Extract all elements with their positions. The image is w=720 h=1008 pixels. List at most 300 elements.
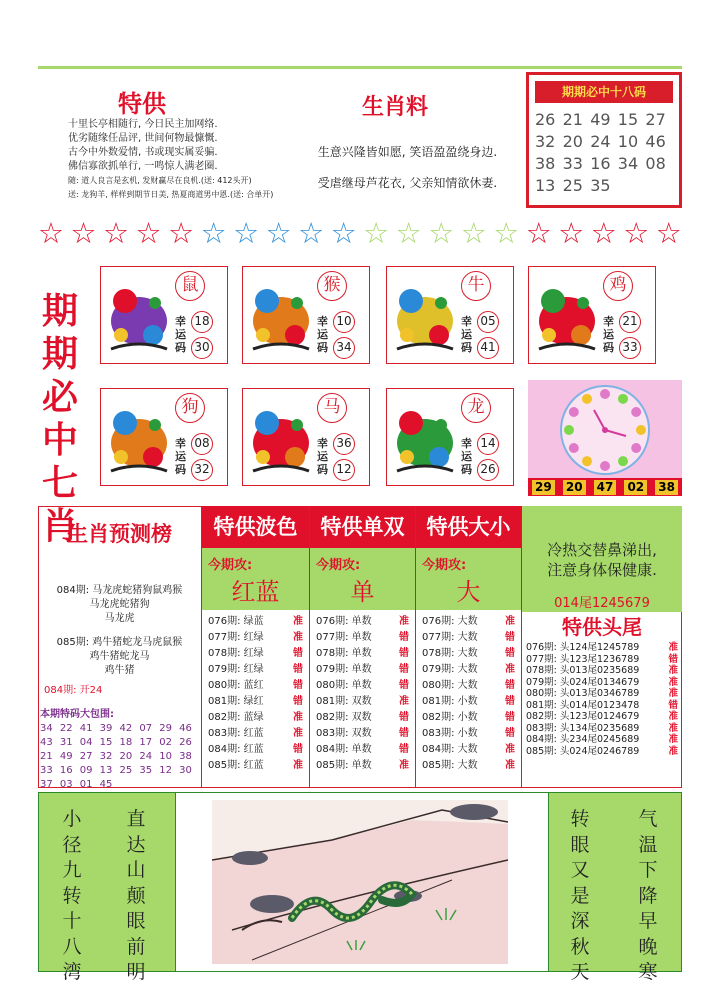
lucky-label: 幸运码 <box>461 315 472 354</box>
clock-number: 20 <box>563 480 586 495</box>
pack-number: 16 <box>59 765 73 776</box>
star-row <box>38 216 682 250</box>
pack-number: 04 <box>79 737 93 748</box>
history-text: 083期: 红蓝 <box>208 728 264 739</box>
ranking-line: 085期: 鸡牛猪蛇龙马虎鼠猴 <box>56 637 183 648</box>
tail-text: 084期: 头234尾0245689 <box>526 734 640 745</box>
ranking-line: 马龙虎 <box>104 613 135 624</box>
tail-text: 077期: 头123尾1236789 <box>526 653 640 665</box>
pack-number: 22 <box>59 723 73 734</box>
poem-line: 十里长亭相随行, 今日民主加网络. <box>68 119 218 130</box>
zodiac-papercut-icon <box>245 395 317 481</box>
poem-column: 小 径 九 转 十 八 湾 <box>62 808 82 983</box>
tail-row <box>522 723 682 735</box>
pack-number: 49 <box>59 751 73 762</box>
history-row <box>310 742 415 758</box>
history-row <box>310 662 415 678</box>
tail-text: 076期: 头124尾1245789 <box>526 642 640 653</box>
clock-dot <box>582 394 592 404</box>
zodiac-name: 龙 <box>461 393 491 423</box>
zodiac-name: 鸡 <box>603 271 633 301</box>
history-mark: 错 <box>399 680 409 691</box>
zodiac-name: 狗 <box>175 393 205 423</box>
clock-number: 02 <box>624 480 647 495</box>
clock-dot <box>636 425 646 435</box>
slogan-line: 冷热交替鼻涕出, <box>547 541 657 559</box>
clock-dot <box>569 407 579 417</box>
ranking-line: 084期: 马龙虎蛇猪狗鼠鸡猴 <box>56 585 183 596</box>
poem-line: 优劣随缘任品评, 世间何物最慷慨. <box>68 133 218 144</box>
history-row <box>202 694 309 710</box>
tail-line: 014尾1245679 <box>554 596 650 611</box>
attack-panel <box>416 548 521 610</box>
pack-number: 32 <box>99 751 113 762</box>
number-cell: 13 <box>535 176 556 195</box>
history-text: 076期: 大数 <box>422 616 478 627</box>
history-text: 081期: 小数 <box>422 696 478 707</box>
history-row <box>202 646 309 662</box>
poem-note: 随: 道人良言是玄机, 发财赢尽在良机.(送: 412头开) <box>68 176 252 185</box>
title-char: 肖 <box>41 506 78 547</box>
tail-mark: 准 <box>668 734 678 745</box>
history-mark: 错 <box>293 648 303 659</box>
ranking-title: 生肖预测榜 <box>67 522 172 546</box>
number-cell: 27 <box>645 110 666 129</box>
history-mark: 错 <box>293 744 303 755</box>
history-row <box>416 646 521 662</box>
star-icon: ☆ <box>330 216 357 250</box>
title-char: 七 <box>41 463 78 504</box>
pack-number: 37 <box>40 779 53 790</box>
tail-text: 079期: 头024尾0134679 <box>526 676 640 688</box>
ranking-line: 马龙虎蛇猪狗 <box>89 599 150 610</box>
history-text: 079期: 红绿 <box>208 664 264 675</box>
eighteen-title: 期期必中十八码 <box>535 81 673 103</box>
lucky-label: 幸运码 <box>175 315 186 354</box>
history-text: 081期: 绿红 <box>208 696 264 707</box>
history-mark: 准 <box>293 712 303 723</box>
pack-number: 29 <box>159 723 172 734</box>
tail-mark: 准 <box>668 711 678 722</box>
history-row <box>310 614 415 630</box>
shengxiao-title: 生肖料 <box>362 95 429 120</box>
zodiac-papercut-icon <box>389 395 461 481</box>
number-cell: 21 <box>562 110 583 129</box>
snake-landscape-image <box>212 800 508 964</box>
history-mark: 错 <box>399 712 409 723</box>
history-row <box>310 678 415 694</box>
attack-value: 红蓝 <box>231 578 280 606</box>
tail-title: 特供头尾 <box>562 615 642 639</box>
tail-text: 081期: 头014尾0123478 <box>526 699 640 711</box>
lucky-number: 41 <box>477 337 499 359</box>
pack-number: 27 <box>79 751 93 762</box>
title-char: 中 <box>41 420 78 461</box>
pack-number: 07 <box>139 723 153 734</box>
zodiac-card <box>242 388 370 486</box>
pack-number: 18 <box>119 737 133 748</box>
star-icon: ☆ <box>428 216 455 250</box>
history-mark: 错 <box>505 680 515 691</box>
history-mark: 错 <box>293 696 303 707</box>
tail-row <box>522 700 682 712</box>
column-title: 特供波色 <box>202 506 309 548</box>
history-mark: 错 <box>505 648 515 659</box>
pack-number: 33 <box>40 765 53 776</box>
tail-mark: 错 <box>668 699 678 711</box>
special-poem <box>68 118 298 202</box>
number-cell: 26 <box>535 110 556 129</box>
pack-number: 42 <box>119 723 133 734</box>
star-icon: ☆ <box>623 216 650 250</box>
history-row <box>202 742 309 758</box>
attack-panel <box>202 548 309 610</box>
history-row <box>416 678 521 694</box>
pack-number: 12 <box>159 765 172 776</box>
poem-column: 转 眼 又 是 深 秋 天 <box>570 808 590 983</box>
tail-text: 083期: 头134尾0235689 <box>526 722 640 734</box>
star-icon: ☆ <box>298 216 325 250</box>
bottom-right-poem <box>548 792 682 983</box>
lucky-number: 10 <box>333 311 355 333</box>
history-text: 078期: 大数 <box>422 648 478 659</box>
history-row <box>310 646 415 662</box>
clock-dot <box>564 425 574 435</box>
clock-dot <box>569 443 579 453</box>
history-text: 078期: 单数 <box>316 648 372 659</box>
star-icon: ☆ <box>233 216 260 250</box>
tail-mark: 错 <box>668 653 678 665</box>
zodiac-card <box>386 266 514 364</box>
poem-note: 送: 龙狗羊, 样样到期节日美, 热夏商道男中恩.(送: 合单开) <box>68 190 274 199</box>
lucky-label: 幸运码 <box>461 437 472 476</box>
attack-panel <box>310 548 415 610</box>
attack-value: 大 <box>456 578 481 606</box>
history-text: 077期: 单数 <box>316 632 372 643</box>
history-row <box>310 758 415 774</box>
history-text: 081期: 双数 <box>316 696 372 707</box>
pack-number: 26 <box>179 737 192 748</box>
star-icon: ☆ <box>590 216 617 250</box>
lucky-number: 18 <box>191 311 213 333</box>
clock-dot <box>582 456 592 466</box>
star-icon: ☆ <box>655 216 682 250</box>
history-row <box>416 726 521 742</box>
tail-mark: 准 <box>668 676 678 688</box>
tail-slogan-panel <box>522 506 682 612</box>
history-mark: 准 <box>399 696 409 707</box>
zodiac-card <box>528 266 656 364</box>
history-row <box>202 710 309 726</box>
tail-row <box>522 654 682 666</box>
pack-number: 43 <box>40 737 53 748</box>
lucky-number: 33 <box>619 337 641 359</box>
ranking-column <box>38 506 202 788</box>
history-mark: 错 <box>399 728 409 739</box>
history-row <box>310 694 415 710</box>
clock-dot <box>600 389 610 399</box>
poem-line: 古今中外数爱情, 书或现实属妥骗. <box>68 147 218 158</box>
history-mark: 准 <box>505 664 515 675</box>
number-cell: 49 <box>590 110 611 129</box>
pack-number: 31 <box>59 737 73 748</box>
zodiac-papercut-icon <box>103 395 175 481</box>
pack-number: 25 <box>119 765 133 776</box>
pack-number: 38 <box>179 751 192 762</box>
ranking-line: 鸡牛猪 <box>104 665 135 676</box>
history-row <box>416 710 521 726</box>
tail-column <box>522 506 682 788</box>
tail-text: 078期: 头013尾0235689 <box>526 665 640 676</box>
star-icon: ☆ <box>38 216 64 250</box>
pack-number: 24 <box>139 751 153 762</box>
lucky-number: 21 <box>619 311 641 333</box>
lucky-label: 幸运码 <box>317 437 328 476</box>
pack-number: 10 <box>159 751 172 762</box>
history-row <box>416 742 521 758</box>
history-row <box>416 662 521 678</box>
history-text: 084期: 单数 <box>316 744 372 755</box>
tail-row <box>522 734 682 746</box>
pack-number: 01 <box>79 779 93 790</box>
zodiac-card <box>386 388 514 486</box>
zodiac-name: 猴 <box>317 271 347 301</box>
history-text: 077期: 大数 <box>422 632 478 643</box>
number-cell: 32 <box>535 132 556 151</box>
tail-mark: 准 <box>668 688 678 699</box>
history-text: 083期: 双数 <box>316 728 372 739</box>
history-text: 079期: 大数 <box>422 664 478 675</box>
lucky-number: 05 <box>477 311 499 333</box>
lucky-number: 14 <box>477 433 499 455</box>
special-title: 特供 <box>118 90 166 118</box>
attack-label: 今期攻: <box>422 558 467 573</box>
zodiac-papercut-icon <box>245 273 317 359</box>
title-char: 必 <box>41 377 78 418</box>
history-row <box>202 726 309 742</box>
history-text: 078期: 红绿 <box>208 648 264 659</box>
history-text: 085期: 单数 <box>316 760 372 771</box>
shengxiao-line: 生意兴隆皆如愿, 笑语盈盈绕身边. <box>317 145 498 159</box>
history-text: 076期: 绿蓝 <box>208 616 264 627</box>
lucky-number: 34 <box>333 337 355 359</box>
tail-text: 085期: 头024尾0246789 <box>526 745 640 757</box>
column-title: 特供大小 <box>416 506 521 548</box>
history-mark: 准 <box>505 760 515 771</box>
history-row <box>202 758 309 774</box>
number-cell: 20 <box>562 132 583 151</box>
pack-numbers <box>38 722 201 792</box>
history-row <box>202 678 309 694</box>
clock-number: 47 <box>594 480 617 495</box>
history-text: 077期: 红绿 <box>208 632 264 643</box>
star-icon: ☆ <box>265 216 292 250</box>
tail-row <box>522 642 682 654</box>
zodiac-card <box>100 266 228 364</box>
star-icon: ☆ <box>525 216 552 250</box>
history-row <box>416 694 521 710</box>
tail-row <box>522 711 682 723</box>
history-text: 085期: 大数 <box>422 760 478 771</box>
history-mark: 错 <box>293 664 303 675</box>
tail-mark: 准 <box>668 642 678 653</box>
zodiac-name: 牛 <box>461 271 491 301</box>
pack-number: 09 <box>79 765 93 776</box>
zodiac-papercut-icon <box>103 273 175 359</box>
history-text: 076期: 单数 <box>316 616 372 627</box>
star-icon: ☆ <box>70 216 97 250</box>
clock-icon <box>528 380 682 480</box>
lucky-number: 36 <box>333 433 355 455</box>
lucky-number: 26 <box>477 459 499 481</box>
history-text: 079期: 单数 <box>316 664 372 675</box>
history-text: 080期: 蓝红 <box>208 680 264 691</box>
tail-mark: 准 <box>668 745 678 757</box>
pack-number: 13 <box>99 765 113 776</box>
history-text: 085期: 红蓝 <box>208 760 264 771</box>
history-mark: 错 <box>505 632 515 643</box>
number-cell: 25 <box>562 176 583 195</box>
star-icon: ☆ <box>168 216 195 250</box>
history-row <box>310 630 415 646</box>
tail-mark: 准 <box>668 722 678 734</box>
pack-number: 41 <box>79 723 93 734</box>
zodiac-papercut-icon <box>389 273 461 359</box>
lucky-label: 幸运码 <box>175 437 186 476</box>
bigsmall-column <box>416 506 522 788</box>
attack-label: 今期攻: <box>316 558 361 573</box>
star-icon: ☆ <box>460 216 487 250</box>
history-mark: 错 <box>293 680 303 691</box>
eighteen-numbers-box <box>526 72 682 208</box>
history-mark: 准 <box>293 616 303 627</box>
history-mark: 错 <box>399 632 409 643</box>
history-mark: 准 <box>505 744 515 755</box>
poem-column: 直 达 山 颠 眼 前 明 <box>126 808 146 983</box>
history-row <box>310 710 415 726</box>
history-row <box>310 726 415 742</box>
wave-column <box>202 506 310 788</box>
clock-number: 38 <box>655 480 678 495</box>
number-cell: 46 <box>645 132 666 151</box>
lucky-number: 32 <box>191 459 213 481</box>
ranking-line: 鸡牛猪蛇龙马 <box>89 651 150 662</box>
tail-rows <box>522 642 682 757</box>
history-mark: 错 <box>505 728 515 739</box>
history-mark: 准 <box>505 616 515 627</box>
star-icon: ☆ <box>135 216 162 250</box>
number-cell: 24 <box>590 132 611 151</box>
clock-dot <box>618 456 628 466</box>
number-cell: 16 <box>590 154 611 173</box>
history-mark: 准 <box>293 760 303 771</box>
clock-numbers <box>528 478 682 496</box>
history-mark: 准 <box>293 728 303 739</box>
ranking-result: 084期: 开24 <box>44 685 103 696</box>
shengxiao-line: 受虐继母芦花衣, 父亲知情欲休妻. <box>317 176 498 190</box>
lucky-label: 幸运码 <box>317 315 328 354</box>
pack-number: 45 <box>99 779 113 790</box>
star-icon: ☆ <box>103 216 130 250</box>
pack-number: 35 <box>139 765 153 776</box>
tail-row <box>522 746 682 758</box>
history-mark: 准 <box>293 632 303 643</box>
history-mark: 错 <box>505 696 515 707</box>
number-cell: 35 <box>590 176 611 195</box>
poem-column: 气 温 下 降 早 晚 寒 <box>638 808 658 983</box>
number-cell: 34 <box>617 154 639 173</box>
top-divider <box>38 66 682 69</box>
tail-row <box>522 665 682 677</box>
history-mark: 错 <box>399 744 409 755</box>
pack-number: 21 <box>40 751 53 762</box>
lucky-number: 30 <box>191 337 213 359</box>
star-icon: ☆ <box>395 216 422 250</box>
number-cell: 38 <box>535 154 556 173</box>
number-cell: 15 <box>617 110 639 129</box>
pack-number: 17 <box>139 737 153 748</box>
lucky-label: 幸运码 <box>603 315 614 354</box>
bottom-left-poem <box>38 792 176 983</box>
history-text: 083期: 小数 <box>422 728 478 739</box>
history-row <box>202 662 309 678</box>
tail-text: 082期: 头123尾0124679 <box>526 711 640 722</box>
lucky-number: 08 <box>191 433 213 455</box>
history-row <box>416 614 521 630</box>
number-cell: 33 <box>562 154 583 173</box>
history-text: 082期: 小数 <box>422 712 478 723</box>
history-text: 084期: 红蓝 <box>208 744 264 755</box>
attack-value: 单 <box>350 578 375 606</box>
oddeven-column <box>310 506 416 788</box>
tail-row <box>522 677 682 689</box>
star-icon: ☆ <box>493 216 520 250</box>
pack-title: 本期特码大包围: <box>40 709 114 720</box>
lucky-number: 12 <box>333 459 355 481</box>
tail-text: 080期: 头013尾0346789 <box>526 688 640 699</box>
clock-dot <box>631 443 641 453</box>
tail-row <box>522 688 682 700</box>
attack-label: 今期攻: <box>208 558 253 573</box>
star-icon: ☆ <box>558 216 585 250</box>
zodiac-name: 马 <box>317 393 347 423</box>
history-text: 080期: 大数 <box>422 680 478 691</box>
number-cell: 08 <box>645 154 666 173</box>
history-text: 080期: 单数 <box>316 680 372 691</box>
title-char: 期 <box>41 291 78 332</box>
eighteen-numbers <box>535 103 673 197</box>
pack-number: 02 <box>159 737 172 748</box>
history-text: 082期: 双数 <box>316 712 372 723</box>
pack-number: 20 <box>119 751 133 762</box>
column-title: 特供单双 <box>310 506 415 548</box>
snake-mountain-image <box>212 800 508 964</box>
number-cell: 10 <box>617 132 639 151</box>
pack-number: 34 <box>40 723 53 734</box>
zodiac-papercut-icon <box>531 273 603 359</box>
history-mark: 错 <box>505 712 515 723</box>
zodiac-card <box>242 266 370 364</box>
history-row <box>416 758 521 774</box>
slogan-line: 注意身体保健康. <box>547 561 657 579</box>
clock-dot <box>631 407 641 417</box>
pack-number: 39 <box>99 723 113 734</box>
clock-dot <box>600 461 610 471</box>
clock-number: 29 <box>532 480 555 495</box>
pack-number: 46 <box>179 723 192 734</box>
zodiac-card <box>100 388 228 486</box>
history-row <box>202 614 309 630</box>
